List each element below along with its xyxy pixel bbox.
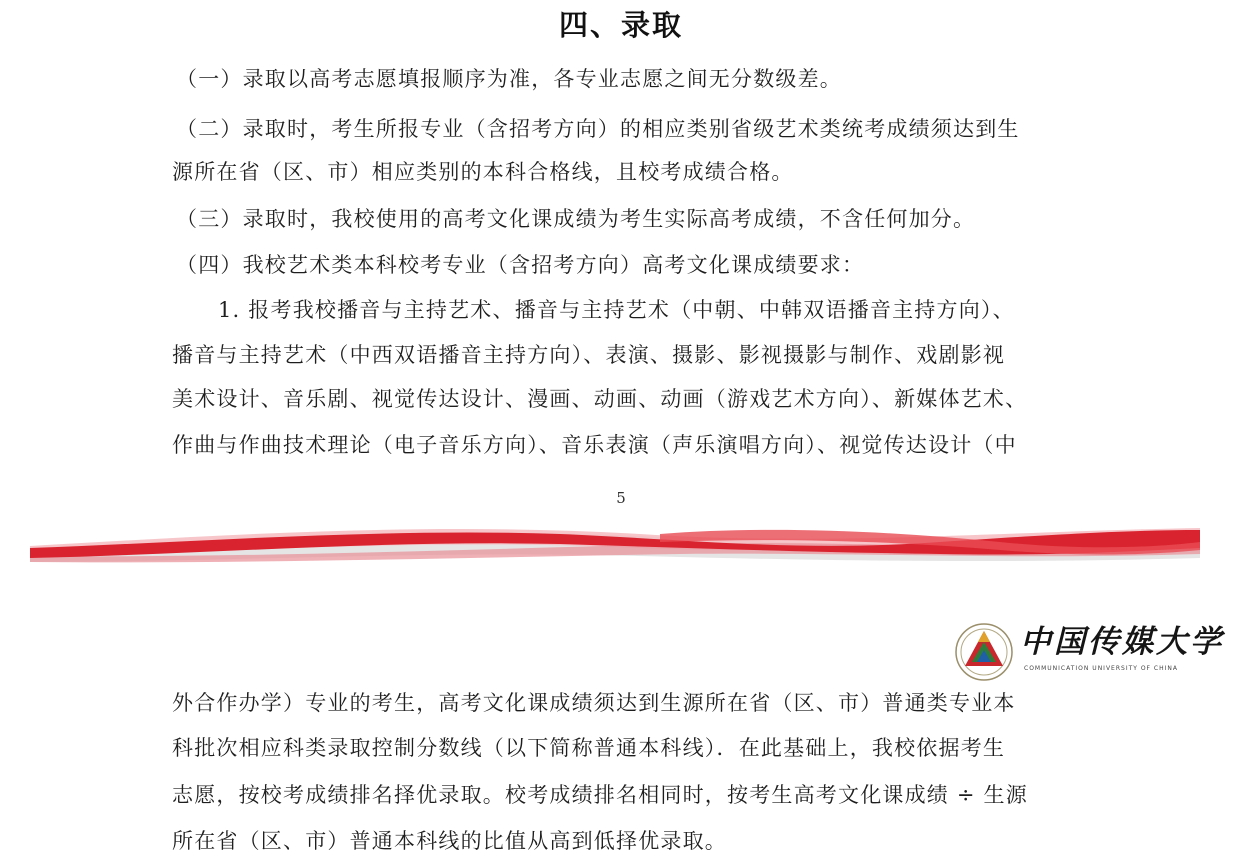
paragraph-line: 美术设计、音乐剧、视觉传达设计、漫画、动画、动画（游戏艺术方向）、新媒体艺术、 (172, 387, 1028, 411)
paragraph-line: 1. 报考我校播音与主持艺术、播音与主持艺术（中朝、中韩双语播音主持方向）、 (218, 298, 1015, 322)
section-heading: 四、录取 (558, 8, 683, 42)
paragraph-line: 播音与主持艺术（中西双语播音主持方向）、表演、摄影、影视摄影与制作、戏剧影视 (172, 343, 1006, 367)
paragraph-line: 科批次相应科类录取控制分数线（以下简称普通本科线）．在此基础上，我校依据考生 (172, 736, 1006, 760)
paragraph-line: （二）录取时，考生所报专业（含招考方向）的相应类别省级艺术类统考成绩须达到生 (176, 117, 1020, 141)
paragraph-line: 源所在省（区、市）相应类别的本科合格线，且校考成绩合格。 (172, 160, 794, 184)
decorative-wave-band (0, 512, 1242, 572)
paragraph-line: 所在省（区、市）普通本科线的比值从高到低择优录取。 (172, 829, 727, 853)
university-logo (952, 620, 1224, 684)
university-emblem-icon (954, 622, 1014, 682)
paragraph-line: 志愿，按校考成绩排名择优录取。校考成绩排名相同时，按考生高考文化课成绩 ÷ 生源 (172, 783, 1028, 807)
paragraph-line: （四）我校艺术类本科校考专业（含招考方向）高考文化课成绩要求： (176, 253, 865, 277)
university-english-name: COMMUNICATION UNIVERSITY OF CHINA (1024, 665, 1178, 672)
paragraph-line: 外合作办学）专业的考生，高考文化课成绩须达到生源所在省（区、市）普通类专业本 (172, 691, 1016, 715)
university-name: 中国传媒大学 (1020, 624, 1224, 660)
paragraph-line: （一）录取以高考志愿填报顺序为准，各专业志愿之间无分数级差。 (176, 67, 842, 91)
page-number: 5 (616, 489, 626, 507)
paragraph-line: 作曲与作曲技术理论（电子音乐方向）、音乐表演（声乐演唱方向）、视觉传达设计（中 (172, 433, 1017, 457)
paragraph-line: （三）录取时，我校使用的高考文化课成绩为考生实际高考成绩，不含任何加分。 (176, 207, 976, 231)
